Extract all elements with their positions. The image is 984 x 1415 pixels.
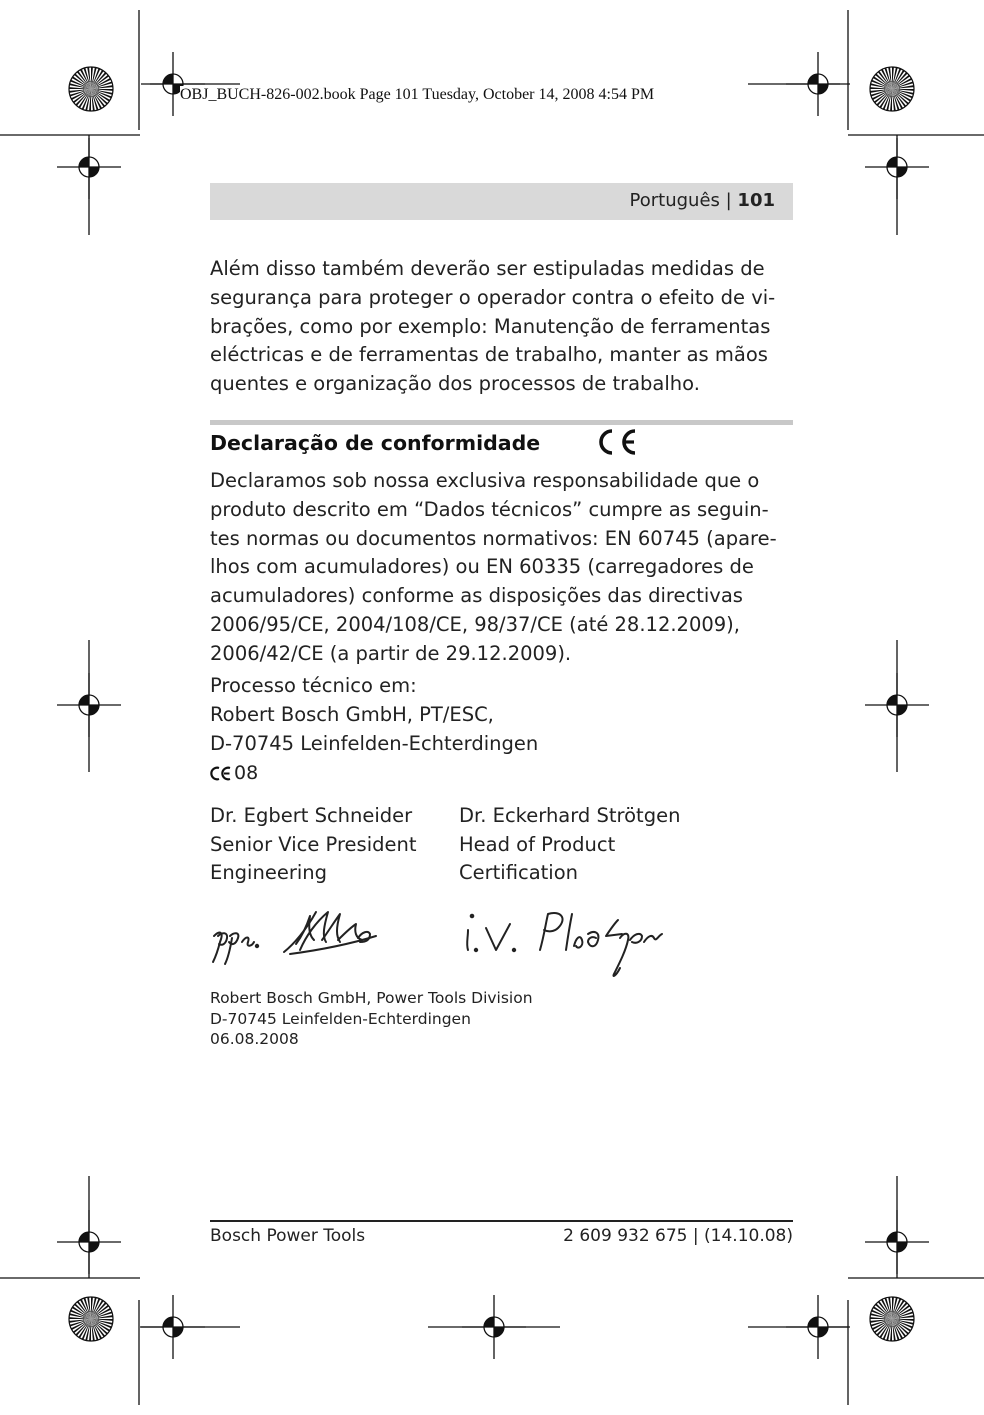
section-title: Declaração de conformidade <box>210 431 541 455</box>
registration-target-icon <box>57 673 121 737</box>
header-language: Português <box>629 190 720 211</box>
registration-target-icon <box>865 1210 929 1274</box>
registration-target-icon <box>462 1295 526 1359</box>
signatory-title: Engineering <box>210 861 327 884</box>
registration-target-icon <box>57 135 121 199</box>
signatory-title: Certification <box>459 861 578 884</box>
registration-target-icon <box>786 52 850 116</box>
color-bar-star-icon <box>69 1297 113 1341</box>
signatory-title: Head of Product <box>459 832 616 856</box>
declaration-line: lhos com acumuladores) ou EN 60335 (carregadores de <box>210 555 754 579</box>
color-bar-star-icon <box>69 67 113 111</box>
signatory-2 <box>459 802 680 888</box>
technical-file-line: Processo técnico em: <box>210 674 417 697</box>
registration-target-icon <box>786 1295 850 1359</box>
declaration-line: Declaramos sob nossa exclusiva responsabilidade que o <box>210 469 760 492</box>
registration-target-icon <box>865 673 929 737</box>
registration-target-icon <box>57 1210 121 1274</box>
registration-target-icon <box>141 1295 205 1359</box>
ce-year: 08 <box>234 762 259 784</box>
handwritten-signatures <box>210 906 730 986</box>
declaration-line: 2006/95/CE, 2004/108/CE, 98/37/CE (até 28.12.2009), <box>210 612 740 636</box>
technical-file-block <box>210 672 796 758</box>
signatory-name: Dr. Egbert Schneider <box>210 804 413 827</box>
intro-line: Além disso também deverão ser estipuladas medidas de <box>210 257 765 280</box>
address-line: D-70745 Leinfelden-Echterdingen <box>210 1009 471 1028</box>
header-separator: | <box>719 190 738 211</box>
intro-line: quentes e organização dos processos de trabalho. <box>210 372 700 396</box>
declaration-line: tes normas ou documentos normativos: EN 60745 (apare- <box>210 526 777 550</box>
technical-file-line: Robert Bosch GmbH, PT/ESC, <box>210 702 494 726</box>
company-address <box>210 988 533 1050</box>
signature-stroetgen <box>467 913 662 976</box>
intro-line: segurança para proteger o operador contra o efeito de vi- <box>210 285 776 309</box>
technical-file-line: D-70745 Leinfelden-Echterdingen <box>210 731 539 755</box>
page-header-text <box>630 190 775 211</box>
address-date: 06.08.2008 <box>210 1030 299 1048</box>
page-header-bar <box>210 183 793 220</box>
signatory-title: Senior Vice President <box>210 832 417 856</box>
color-bar-star-icon <box>870 67 914 111</box>
registration-target-icon <box>865 135 929 199</box>
footer-rule <box>210 1220 793 1222</box>
header-page-number: 101 <box>737 190 775 211</box>
intro-paragraph <box>210 255 796 399</box>
declaration-paragraph <box>210 467 796 669</box>
declaration-line: produto descrito em “Dados técnicos” cumpre as seguin- <box>210 497 769 521</box>
footer-publisher: Bosch Power Tools <box>210 1226 366 1246</box>
address-line: Robert Bosch GmbH, Power Tools Division <box>210 989 533 1007</box>
ce-small-icon <box>210 766 232 781</box>
signature-schneider <box>213 912 376 964</box>
signatory-1 <box>210 802 417 888</box>
ce-mark-icon <box>595 428 639 456</box>
color-bar-star-icon <box>870 1297 914 1341</box>
declaration-line: acumuladores) conforme as disposições das directivas <box>210 584 743 608</box>
registration-target-icon <box>141 52 205 116</box>
signatory-name: Dr. Eckerhard Strötgen <box>459 804 681 827</box>
intro-line: brações, como por exemplo: Manutenção de ferramentas <box>210 314 771 338</box>
declaration-line: 2006/42/CE (a partir de 29.12.2009). <box>210 641 572 665</box>
footer-doc-number: 2 609 932 675 | (14.10.08) <box>563 1226 793 1246</box>
print-slug: OBJ_BUCH-826-002.book Page 101 Tuesday, October 14, 2008 4:54 PM <box>180 86 655 103</box>
intro-line: eléctricas e de ferramentas de trabalho, manter as mãos <box>210 343 768 367</box>
